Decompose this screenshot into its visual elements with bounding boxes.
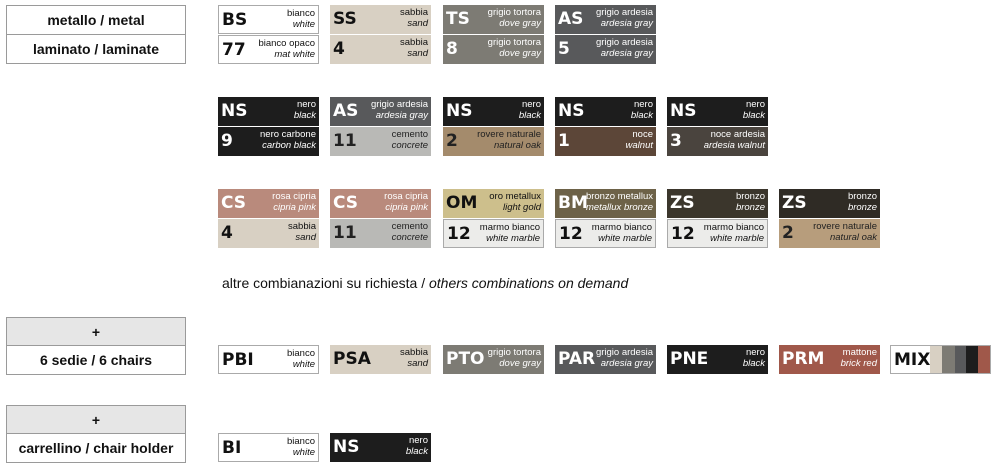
swatch-color-names <box>848 192 877 213</box>
metal-swatch[interactable] <box>555 5 656 34</box>
mix-stripe <box>978 346 990 373</box>
color-name-italian: sabbia <box>400 347 428 358</box>
color-name-italian: nero <box>745 99 765 110</box>
swatch-color-names <box>841 348 877 369</box>
color-name-italian: rovere naturale <box>813 221 877 232</box>
swatch-code: 1 <box>558 131 570 151</box>
swatch-code: AS <box>333 101 359 121</box>
swatch-color-names <box>258 39 315 60</box>
color-name-english: ardesia walnut <box>703 139 765 151</box>
color-name-italian: nero <box>296 99 316 110</box>
swatch-color-names <box>294 100 316 121</box>
label-metal: metallo / metal <box>6 5 186 35</box>
color-name-english: mat white <box>274 48 315 60</box>
laminate-swatch[interactable] <box>330 35 431 64</box>
laminate-swatch[interactable] <box>667 127 768 156</box>
laminate-swatch[interactable] <box>443 127 544 156</box>
chair-swatch[interactable] <box>330 345 431 374</box>
metal-swatch[interactable] <box>218 5 319 34</box>
color-name-english: light gold <box>502 201 541 213</box>
laminate-swatch[interactable] <box>779 219 880 248</box>
laminate-swatch[interactable] <box>555 127 656 156</box>
swatch-color-names <box>287 9 315 30</box>
metal-swatch[interactable] <box>443 5 544 34</box>
color-name-english: concrete <box>391 139 428 151</box>
swatch-color-names <box>592 223 652 244</box>
color-name-italian: grigio ardesia <box>370 99 428 110</box>
mix-stripe <box>955 346 967 373</box>
metal-swatch[interactable] <box>667 97 768 126</box>
color-name-italian: nero <box>521 99 541 110</box>
color-name-italian: grigio tortora <box>487 37 541 48</box>
swatch-code: 2 <box>782 223 794 243</box>
swatch-color-names <box>813 222 877 243</box>
color-name-italian: sabbia <box>400 7 428 18</box>
swatch-color-names <box>596 8 653 29</box>
color-name-italian: noce ardesia <box>710 129 765 140</box>
color-name-italian: sabbia <box>400 37 428 48</box>
swatch-code: NS <box>221 101 248 121</box>
swatch-color-names <box>272 192 316 213</box>
color-name-italian: grigio tortora <box>487 7 541 18</box>
laminate-swatch[interactable] <box>218 219 319 248</box>
swatch-code: PAR <box>558 349 596 369</box>
color-name-english: black <box>630 109 653 121</box>
swatch-color-names <box>480 223 540 244</box>
swatch-color-names <box>704 223 764 244</box>
swatch-code: CS <box>221 193 247 213</box>
color-name-italian: marmo bianco <box>703 222 764 233</box>
metal-swatch[interactable] <box>330 5 431 34</box>
swatch-code: 77 <box>222 40 246 60</box>
metal-swatch[interactable] <box>555 189 656 218</box>
color-name-italian: rovere naturale <box>477 129 541 140</box>
color-name-english: dove gray <box>499 47 541 59</box>
swatch-code: 12 <box>671 224 695 244</box>
color-name-english: ardesia gray <box>375 109 428 121</box>
color-name-italian: oro metallux <box>489 191 541 202</box>
metal-swatch[interactable] <box>779 189 880 218</box>
color-name-italian: noce <box>632 129 653 140</box>
color-name-english: cipria pink <box>385 201 428 213</box>
label-laminate: laminato / laminate <box>6 34 186 64</box>
laminate-swatch[interactable] <box>218 35 319 64</box>
color-name-english: bronze <box>735 201 765 213</box>
swatch-color-names <box>519 100 541 121</box>
mix-stripe <box>966 346 978 373</box>
color-name-italian: grigio ardesia <box>595 347 653 358</box>
chair-swatch[interactable] <box>779 345 880 374</box>
color-name-english: sand <box>407 47 428 59</box>
metal-swatch[interactable] <box>218 189 319 218</box>
color-name-english: ardesia gray <box>600 17 653 29</box>
swatch-color-names <box>743 348 765 369</box>
mix-code: MIX <box>894 350 931 370</box>
label-plus-holder: + <box>6 405 186 434</box>
swatch-code: 2 <box>446 131 458 151</box>
swatch-color-names <box>392 130 428 151</box>
color-name-english: dove gray <box>499 17 541 29</box>
swatch-code: PBI <box>222 350 254 370</box>
color-name-english: metallux bronze <box>585 201 653 213</box>
color-name-english: black <box>518 109 541 121</box>
swatch-code: AS <box>558 9 584 29</box>
swatch-color-names <box>392 222 428 243</box>
swatch-code: PRM <box>782 349 825 369</box>
color-name-english: black <box>742 357 765 369</box>
color-name-italian: grigio tortora <box>487 347 541 358</box>
color-name-english: white <box>292 446 315 458</box>
color-name-italian: cemento <box>391 129 428 140</box>
label-chairs: 6 sedie / 6 chairs <box>6 345 186 375</box>
swatch-color-names <box>743 100 765 121</box>
color-name-italian: nero <box>745 347 765 358</box>
swatch-code: NS <box>333 437 360 457</box>
swatch-color-names <box>371 100 428 121</box>
swatch-code: PTO <box>446 349 485 369</box>
label-holder: carrellino / chair holder <box>6 433 186 463</box>
laminate-swatch[interactable] <box>218 127 319 156</box>
chair-swatch[interactable] <box>443 345 544 374</box>
laminate-swatch[interactable] <box>330 219 431 248</box>
swatch-code: 5 <box>558 39 570 59</box>
swatch-code: NS <box>670 101 697 121</box>
color-name-italian: grigio ardesia <box>595 37 653 48</box>
swatch-code: 11 <box>333 131 357 151</box>
color-name-english: ardesia gray <box>600 357 653 369</box>
color-name-italian: bronzo <box>735 191 765 202</box>
color-name-english: white marble <box>710 232 764 244</box>
mix-swatch[interactable] <box>890 345 991 374</box>
swatch-code: 8 <box>446 39 458 59</box>
swatch-code: NS <box>446 101 473 121</box>
color-name-italian: bianco opaco <box>258 38 315 49</box>
chair-swatch[interactable] <box>667 345 768 374</box>
label-plus-chairs: + <box>6 317 186 346</box>
color-name-italian: nero <box>633 99 653 110</box>
swatch-code: ZS <box>670 193 695 213</box>
color-name-english: black <box>742 109 765 121</box>
color-name-english: sand <box>295 231 316 243</box>
swatch-code: 4 <box>333 39 345 59</box>
color-name-english: natural oak <box>493 139 541 151</box>
color-name-english: black <box>405 445 428 457</box>
color-name-italian: rosa cipria <box>384 191 428 202</box>
metal-swatch[interactable] <box>218 97 319 126</box>
metal-swatch[interactable] <box>443 189 544 218</box>
laminate-swatch[interactable] <box>330 127 431 156</box>
color-name-english: white <box>292 358 315 370</box>
color-name-italian: bronzo <box>847 191 877 202</box>
color-name-italian: rosa cipria <box>272 191 316 202</box>
swatch-code: 12 <box>559 224 583 244</box>
color-name-italian: marmo bianco <box>479 222 540 233</box>
metal-swatch[interactable] <box>330 189 431 218</box>
swatch-code: NS <box>558 101 585 121</box>
combinations-note <box>222 275 628 291</box>
swatch-color-names <box>626 130 653 151</box>
color-name-english: sand <box>407 357 428 369</box>
color-name-english: sand <box>407 17 428 29</box>
color-name-italian: mattone <box>842 347 877 358</box>
color-name-english: bronze <box>847 201 877 213</box>
note-english: others combinations on demand <box>429 275 629 291</box>
swatch-code: BS <box>222 10 248 30</box>
swatch-code: BM <box>558 193 588 213</box>
swatch-color-names <box>488 8 541 29</box>
swatch-color-names <box>287 437 315 458</box>
color-name-italian: cemento <box>391 221 428 232</box>
swatch-color-names <box>477 130 541 151</box>
swatch-color-names <box>288 222 316 243</box>
color-name-italian: nero <box>408 435 428 446</box>
color-name-italian: bianco <box>287 348 315 359</box>
swatch-color-names <box>400 38 428 59</box>
color-name-english: cipria pink <box>273 201 316 213</box>
laminate-swatch[interactable] <box>555 219 656 248</box>
color-name-italian: grigio ardesia <box>595 7 653 18</box>
swatch-color-names <box>736 192 765 213</box>
swatch-color-names <box>586 192 653 213</box>
metal-swatch[interactable] <box>443 97 544 126</box>
swatch-code: ZS <box>782 193 807 213</box>
swatch-color-names <box>704 130 765 151</box>
chair-swatch[interactable] <box>555 345 656 374</box>
color-name-english: black <box>293 109 316 121</box>
color-name-english: white marble <box>598 232 652 244</box>
laminate-swatch[interactable] <box>555 35 656 64</box>
metal-swatch[interactable] <box>667 189 768 218</box>
color-name-english: walnut <box>625 139 653 151</box>
swatch-code: PNE <box>670 349 709 369</box>
swatch-color-names <box>260 130 316 151</box>
color-name-italian: bianco <box>287 8 315 19</box>
mix-stripe <box>942 346 955 373</box>
swatch-color-names <box>489 192 541 213</box>
note-italian: altre combianazioni su richiesta / <box>222 275 429 291</box>
color-name-italian: nero carbone <box>260 129 316 140</box>
chair-holder-swatch[interactable] <box>330 433 431 462</box>
color-name-english: ardesia gray <box>600 47 653 59</box>
color-name-italian: bianco <box>287 436 315 447</box>
swatch-code: 11 <box>333 223 357 243</box>
swatch-code: TS <box>446 9 470 29</box>
color-name-english: dove gray <box>499 357 541 369</box>
swatch-code: OM <box>446 193 478 213</box>
color-name-english: white <box>292 18 315 30</box>
swatch-color-names <box>631 100 653 121</box>
laminate-swatch[interactable] <box>443 219 544 248</box>
swatch-color-names <box>596 348 653 369</box>
swatch-code: PSA <box>333 349 371 369</box>
swatch-code: SS <box>333 9 357 29</box>
swatch-color-names <box>406 436 428 457</box>
swatch-code: 12 <box>447 224 471 244</box>
swatch-color-names <box>287 349 315 370</box>
color-name-italian: sabbia <box>288 221 316 232</box>
swatch-code: BI <box>222 438 242 458</box>
color-name-english: white marble <box>486 232 540 244</box>
color-name-english: natural oak <box>829 231 877 243</box>
swatch-color-names <box>488 38 541 59</box>
laminate-swatch[interactable] <box>667 219 768 248</box>
swatch-color-names <box>488 348 541 369</box>
mix-stripe <box>930 346 942 373</box>
swatch-color-names <box>400 8 428 29</box>
color-name-english: carbon black <box>262 139 316 151</box>
swatch-code: 3 <box>670 131 682 151</box>
swatch-color-names <box>596 38 653 59</box>
swatch-color-names <box>400 348 428 369</box>
chair-holder-swatch[interactable] <box>218 433 319 462</box>
color-name-english: brick red <box>840 357 877 369</box>
metal-swatch[interactable] <box>555 97 656 126</box>
color-name-italian: marmo bianco <box>591 222 652 233</box>
swatch-color-names <box>384 192 428 213</box>
swatch-code: 4 <box>221 223 233 243</box>
color-name-italian: bronzo metallux <box>585 191 653 202</box>
swatch-code: CS <box>333 193 359 213</box>
chair-swatch[interactable] <box>218 345 319 374</box>
metal-swatch[interactable] <box>330 97 431 126</box>
swatch-code: 9 <box>221 131 233 151</box>
color-name-english: concrete <box>391 231 428 243</box>
laminate-swatch[interactable] <box>443 35 544 64</box>
